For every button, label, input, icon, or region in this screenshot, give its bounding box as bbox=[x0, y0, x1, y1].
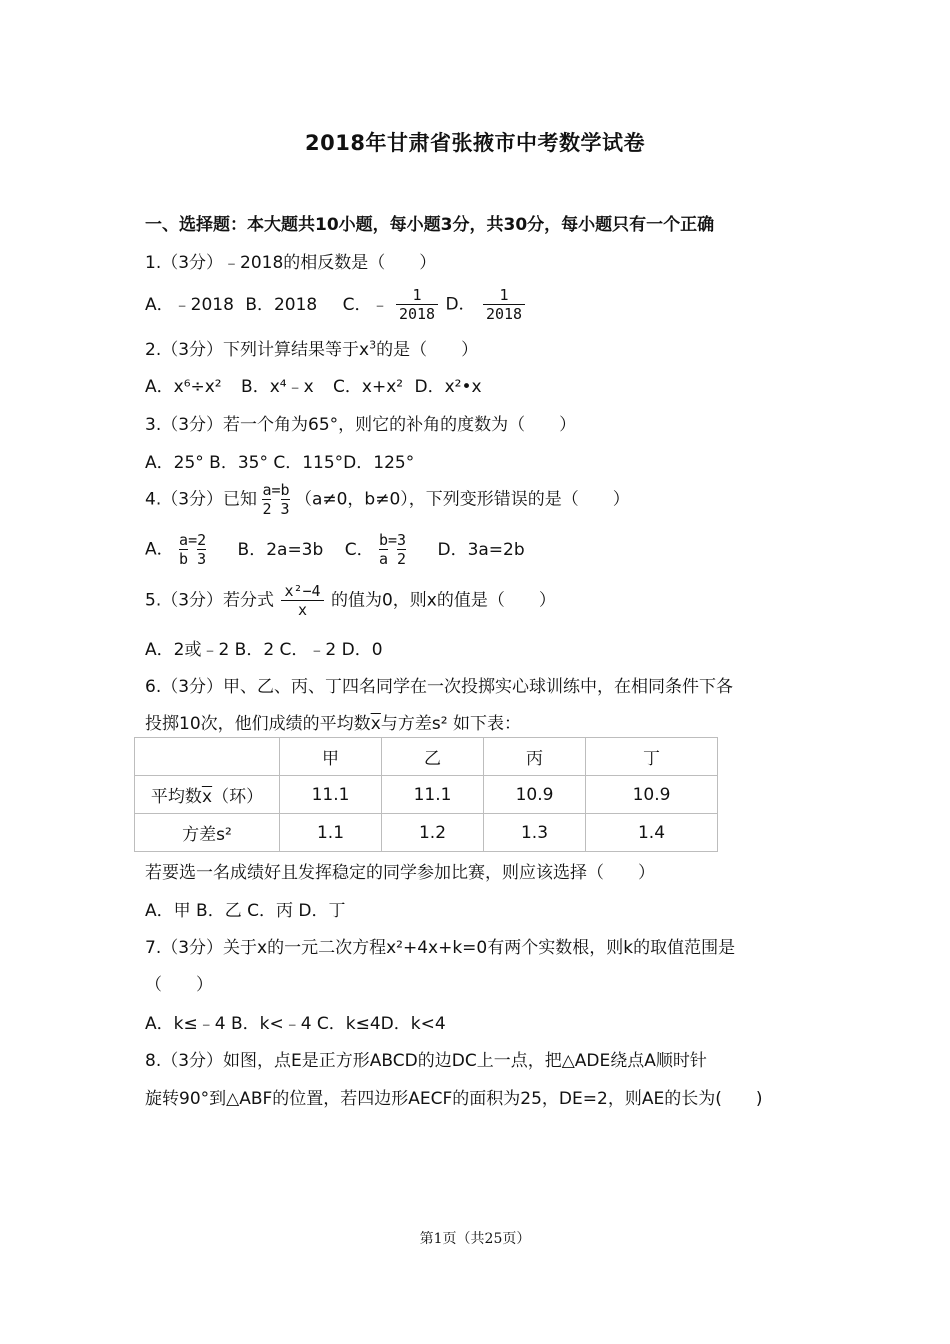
option-d-fraction bbox=[483, 286, 525, 323]
denominator: 2 bbox=[397, 550, 407, 568]
equals-sign: = bbox=[271, 481, 281, 499]
stem-text: （a≠0，b≠0），下列变形错误的是（ ） bbox=[294, 489, 630, 510]
option-d: D．3a=2b bbox=[437, 539, 525, 560]
table-cell: 11.1 bbox=[280, 776, 382, 814]
section-heading: 一、选择题：本大题共10小题，每小题3分，共30分，每小题只有一个正确 bbox=[145, 215, 715, 235]
row-label-mean bbox=[135, 776, 280, 814]
question-8-stem-line-2: 旋转90°到△ABF的位置，若四边形AECF的面积为25，DE=2，则AE的长为( ) bbox=[145, 1089, 763, 1109]
option-a: A．x⁶÷x² bbox=[145, 377, 222, 397]
question-3-stem: 3.（3分）若一个角为65°，则它的补角的度数为（ ） bbox=[145, 415, 577, 435]
numerator: b bbox=[378, 531, 389, 549]
denominator-2: 2 bbox=[262, 500, 272, 518]
numerator: 2 bbox=[197, 531, 207, 549]
row-label-variance: 方差s² bbox=[135, 814, 280, 852]
x-bar-symbol: $\overline{x}$ bbox=[201, 787, 213, 807]
numerator: a bbox=[179, 531, 189, 549]
x-bar-symbol: $\overline{x}$ bbox=[370, 714, 381, 734]
option-b: B．2a=3b bbox=[237, 539, 324, 560]
question-4-stem bbox=[145, 481, 630, 518]
question-3-options: A．25° B．35° C．115°D．125° bbox=[145, 453, 415, 473]
fraction bbox=[281, 582, 323, 619]
fraction-denominator: x bbox=[298, 601, 308, 619]
table-row bbox=[135, 776, 718, 814]
table-cell: 1.3 bbox=[484, 814, 586, 852]
page-title: 2018年甘肃省张掖市中考数学试卷 bbox=[305, 131, 645, 155]
table-header-cell: 甲 bbox=[280, 738, 382, 776]
equals-sign: = bbox=[388, 531, 398, 549]
table-cell: 10.9 bbox=[484, 776, 586, 814]
page-footer: 第1页（共25页） bbox=[419, 1231, 531, 1247]
question-5-options: A．2或﹣2 B．2 C．﹣2 D．0 bbox=[145, 640, 383, 660]
stem-text: 2.（3分）下列计算结果等于x bbox=[145, 340, 370, 360]
question-7-stem-line-2: （ ） bbox=[145, 975, 213, 995]
question-6-options: A．甲 B．乙 C．丙 D．丁 bbox=[145, 901, 346, 921]
option-a-prefix: A． bbox=[145, 539, 174, 560]
stem-text: 与方差s² 如下表： bbox=[380, 714, 521, 734]
label-text: 平均数 bbox=[150, 787, 202, 807]
question-8-stem-line-1: 8.（3分）如图，点E是正方形ABCD的边DC上一点，把△ADE绕点A顺时针 bbox=[145, 1051, 707, 1071]
option-b: B．x⁴﹣x bbox=[241, 377, 314, 397]
denominator: 3 bbox=[197, 550, 207, 568]
question-2-options bbox=[145, 372, 488, 397]
superscript: 3 bbox=[369, 338, 377, 352]
table-cell: 10.9 bbox=[586, 776, 718, 814]
fraction-numerator: 1 bbox=[483, 286, 525, 305]
question-2-stem bbox=[145, 335, 478, 360]
option-d: D．x²•x bbox=[414, 377, 482, 397]
numerator-a: a bbox=[262, 481, 272, 499]
fraction-denominator: 2018 bbox=[398, 305, 436, 323]
option-d-prefix: D． bbox=[445, 294, 476, 315]
table-header-cell: 丙 bbox=[484, 738, 586, 776]
question-6-stem-line-1: 6.（3分）甲、乙、丙、丁四名同学在一次投掷实心球训练中，在相同条件下各 bbox=[145, 677, 734, 697]
stem-text: 5.（3分）若分式 bbox=[145, 590, 275, 611]
stem-text: 4.（3分）已知 bbox=[145, 489, 258, 510]
question-7-stem-line-1: 7.（3分）关于x的一元二次方程x²+4x+k=0有两个实数根，则k的取值范围是 bbox=[145, 938, 736, 958]
question-1-options bbox=[145, 286, 527, 323]
fraction-numerator: x²−4 bbox=[281, 582, 323, 601]
option-b: B．2018 bbox=[245, 294, 318, 315]
stem-text: 投掷10次，他们成绩的平均数 bbox=[145, 714, 371, 734]
numerator-b: b bbox=[280, 481, 290, 499]
fraction-denominator: 2018 bbox=[485, 305, 523, 323]
option-c-ratio bbox=[379, 531, 406, 568]
table-cell: 1.1 bbox=[280, 814, 382, 852]
numerator: 3 bbox=[397, 531, 407, 549]
table-row bbox=[135, 814, 718, 852]
fraction-numerator: 1 bbox=[396, 286, 438, 305]
question-6-followup: 若要选一名成绩好且发挥稳定的同学参加比赛，则应该选择（ ） bbox=[145, 863, 655, 883]
given-ratio bbox=[262, 481, 289, 518]
stem-text: 的值为0，则x的值是（ ） bbox=[330, 590, 556, 611]
option-c-fraction bbox=[396, 286, 438, 323]
option-c-prefix: C． bbox=[344, 539, 374, 560]
option-a-ratio bbox=[179, 531, 206, 568]
denominator: b bbox=[179, 550, 189, 568]
question-4-options bbox=[145, 531, 525, 568]
table-header-cell: 乙 bbox=[382, 738, 484, 776]
equals-sign: = bbox=[188, 531, 198, 549]
question-6-stem-line-2 bbox=[145, 709, 521, 734]
table-cell: 1.4 bbox=[586, 814, 718, 852]
table-header-row bbox=[135, 738, 718, 776]
table-header-cell: 丁 bbox=[586, 738, 718, 776]
question-7-options: A．k≤﹣4 B．k<﹣4 C．k≤4D．k<4 bbox=[145, 1014, 446, 1034]
table-header-cell bbox=[135, 738, 280, 776]
option-a: A．﹣2018 bbox=[145, 294, 234, 315]
stem-text: 的是（ ） bbox=[376, 340, 479, 360]
denominator: a bbox=[378, 550, 389, 568]
table-cell: 11.1 bbox=[382, 776, 484, 814]
scores-table bbox=[134, 737, 718, 852]
question-1-stem: 1.（3分）﹣2018的相反数是（ ） bbox=[145, 253, 437, 273]
denominator-3: 3 bbox=[280, 500, 290, 518]
label-text: （环） bbox=[212, 787, 264, 807]
question-5-stem bbox=[145, 582, 556, 619]
table-cell: 1.2 bbox=[382, 814, 484, 852]
option-c: C．x+x² bbox=[333, 377, 404, 397]
option-c-prefix: C．﹣ bbox=[342, 294, 389, 315]
